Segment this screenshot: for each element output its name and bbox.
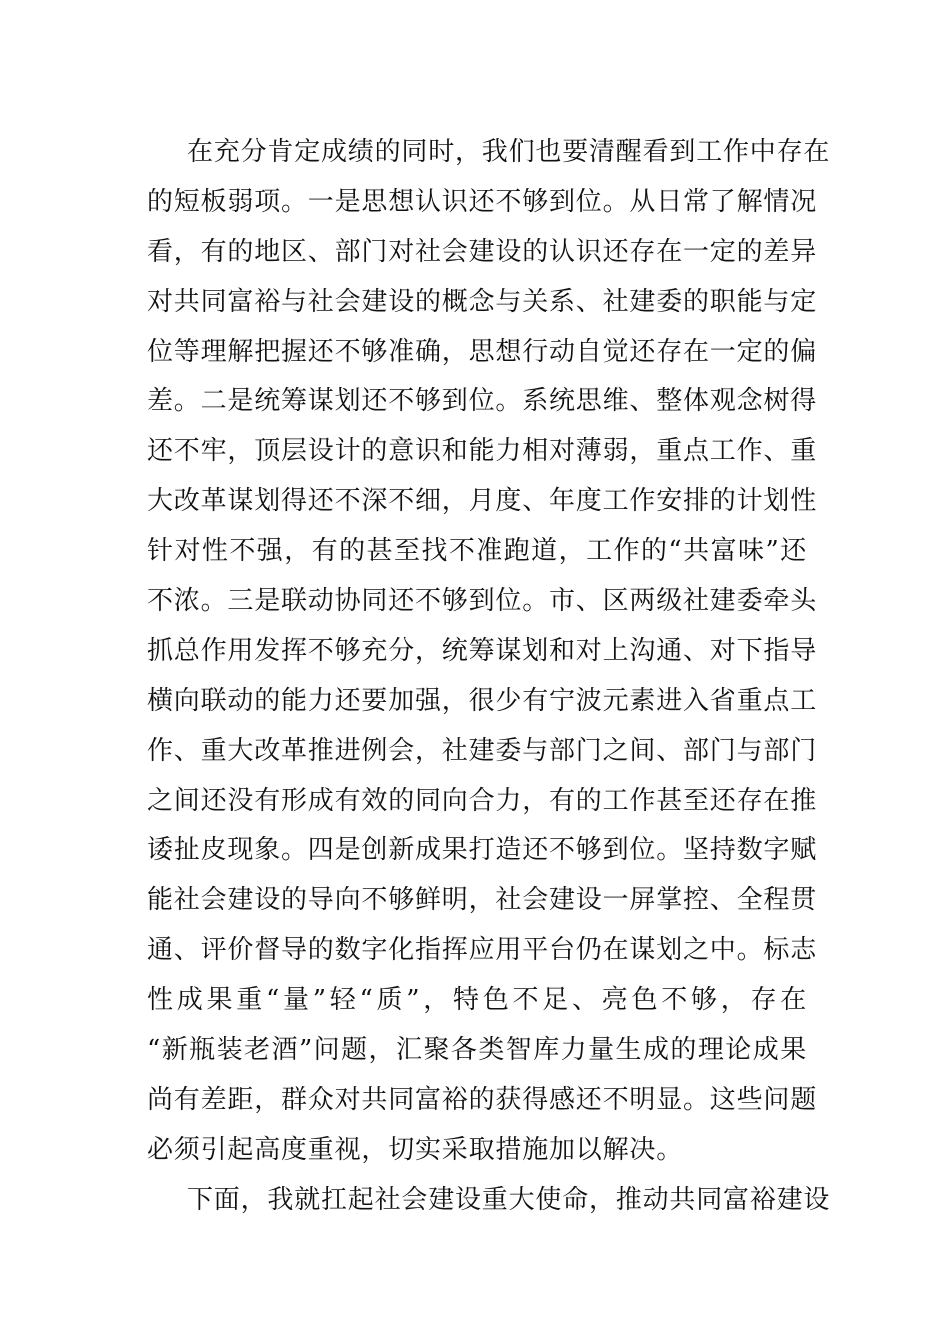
paragraph-line: 的短板弱项。一是思想认识还不够到位。从日常了解情况 xyxy=(147,186,818,217)
paragraph-line: 还不牢，顶层设计的意识和能力相对薄弱，重点工作、重 xyxy=(147,436,818,467)
paragraph-line: 作、重大改革推进例会，社建委与部门之间、部门与部门 xyxy=(147,735,818,766)
paragraph-line: 能社会建设的导向不够鲜明，社会建设一屏掌控、全程贯 xyxy=(147,885,818,916)
paragraph-line: 抓总作用发挥不够充分，统筹谋划和对上沟通、对下指导 xyxy=(147,635,818,666)
paragraph-line: 下面，我就扛起社会建设重大使命，推动共同富裕建设 xyxy=(187,1184,831,1215)
paragraph-line: 在充分肯定成绩的同时，我们也要清醒看到工作中存在 xyxy=(187,137,831,167)
body-text xyxy=(147,128,831,1226)
paragraph-line: 不浓。三是联动协同还不够到位。市、区两级社建委牵头 xyxy=(147,586,818,617)
paragraph-line: 对共同富裕与社会建设的概念与关系、社建委的职能与定 xyxy=(147,286,818,317)
paragraph-line: 横向联动的能力还要加强，很少有宁波元素进入省重点工 xyxy=(147,685,818,716)
paragraph-line: 针对性不强，有的甚至找不准跑道，工作的“共富味”还 xyxy=(147,536,807,567)
paragraph-2 xyxy=(147,1176,831,1226)
paragraph-line: 必须引起高度重视，切实采取措施加以解决。 xyxy=(147,1134,684,1165)
paragraph-line: 诿扯皮现象。四是创新成果打造还不够到位。坚持数字赋 xyxy=(147,835,818,866)
paragraph-line: “新瓶装老酒”问题，汇聚各类智库力量生成的理论成果 xyxy=(147,1035,807,1066)
paragraph-line: 尚有差距，群众对共同富裕的获得感还不明显。这些问题 xyxy=(147,1084,818,1115)
paragraph-line: 大改革谋划得还不深不细，月度、年度工作安排的计划性 xyxy=(147,486,818,517)
paragraph-line: 差。二是统筹谋划还不够到位。系统思维、整体观念树得 xyxy=(147,386,818,417)
paragraph-line: 看，有的地区、部门对社会建设的认识还存在一定的差异 xyxy=(147,236,818,267)
paragraph-line: 位等理解把握还不够准确，思想行动自觉还存在一定的偏 xyxy=(147,336,818,367)
paragraph-1 xyxy=(147,128,831,1176)
paragraph-line: 通、评价督导的数字化指挥应用平台仍在谋划之中。标志 xyxy=(147,935,818,966)
paragraph-line: 之间还没有形成有效的同向合力，有的工作甚至还存在推 xyxy=(147,785,818,816)
paragraph-line: 性成果重“量”轻“质”，特色不足、亮色不够，存在 xyxy=(147,985,807,1016)
